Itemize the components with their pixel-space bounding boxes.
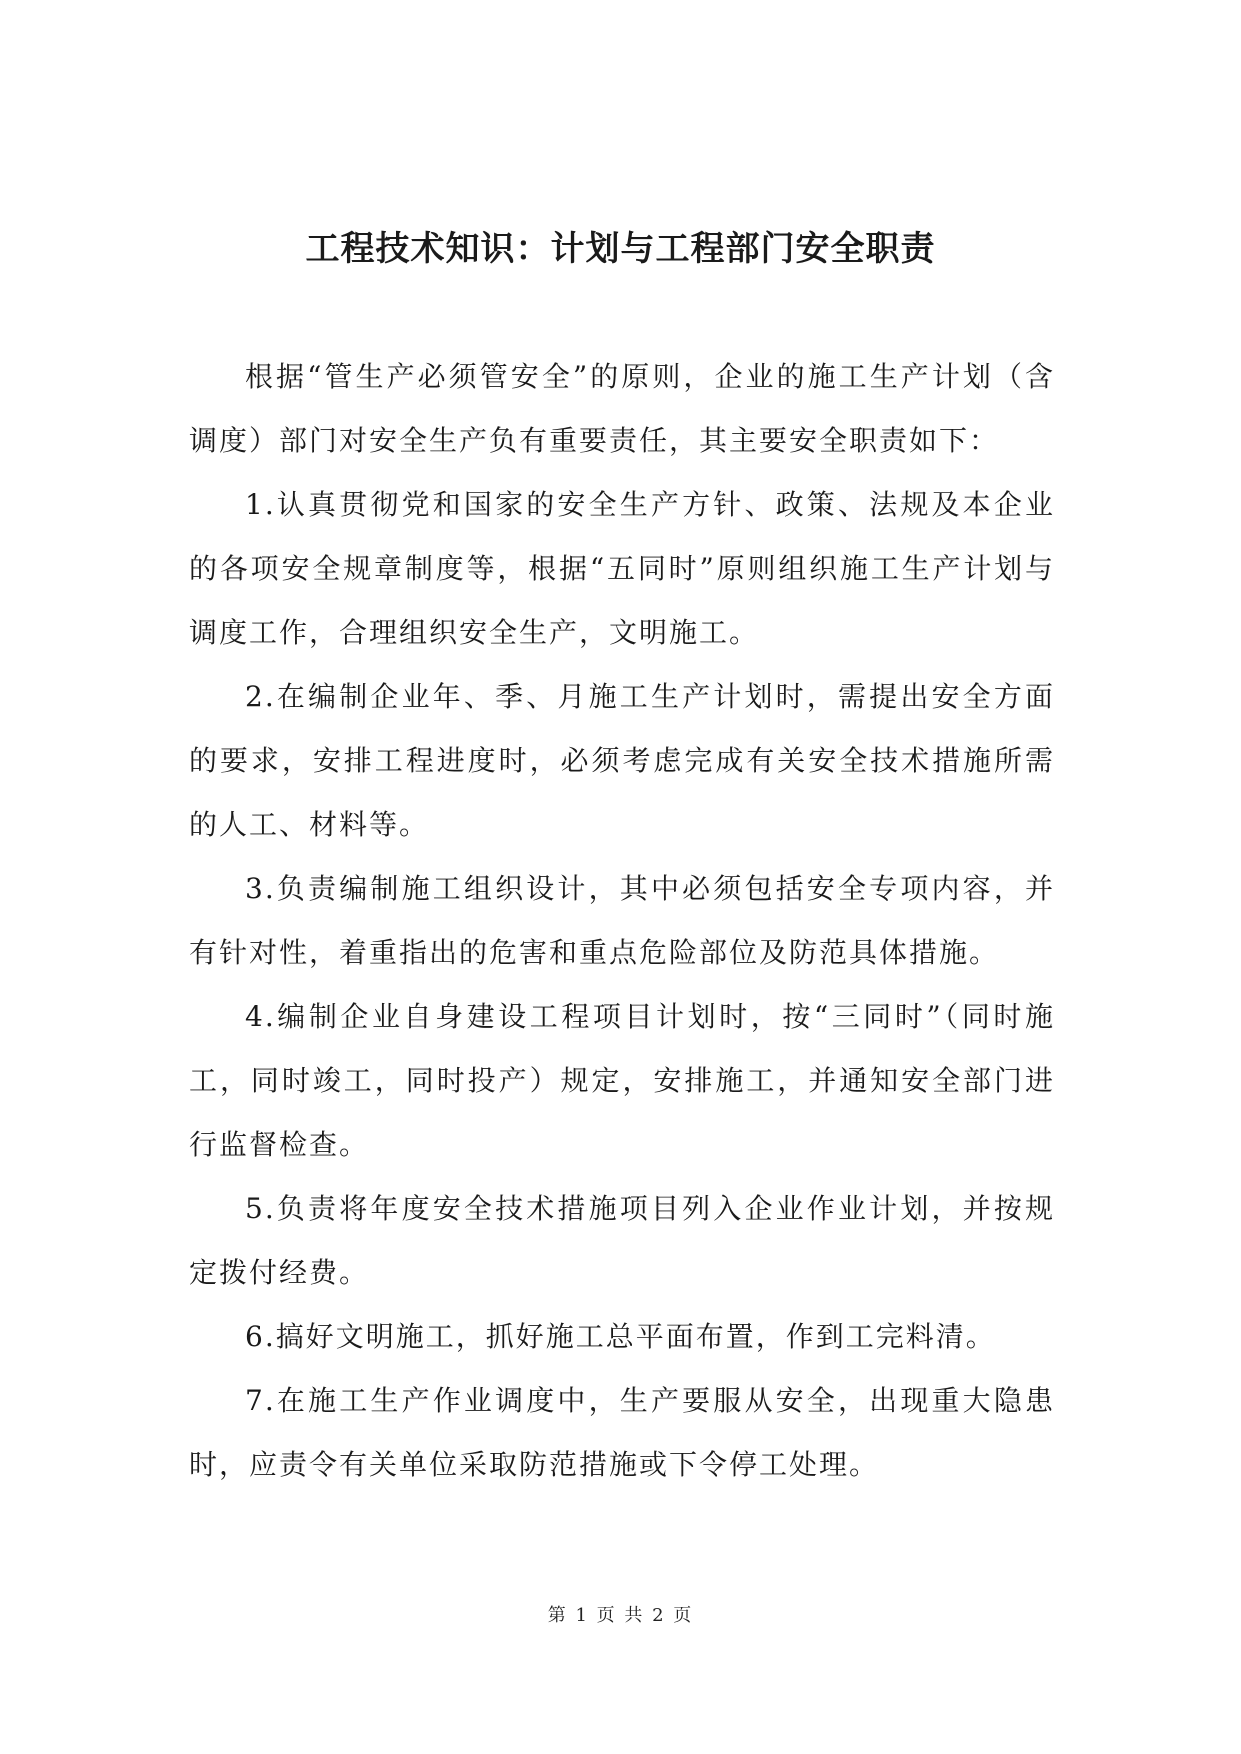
footer-prefix: 第 [547,1605,568,1626]
paragraph-item-1: 1.认真贯彻党和国家的安全生产方针、政策、法规及本企业的各项安全规章制度等，根据“五同时”原则组织施工生产计划与调度工作，合理组织安全生产，文明施工。 [189,488,1055,649]
page-footer [0,1604,1241,1628]
paragraph-item-6: 6.搞好文明施工，抓好施工总平面布置，作到工完料清。 [245,1320,996,1353]
footer-suffix: 页 [673,1605,694,1626]
page-title: 工程技术知识：计划与工程部门安全职责 [305,229,936,269]
paragraph-item-3: 3.负责编制施工组织设计，其中必须包括安全专项内容，并有针对性，着重指出的危害和重点危险部位及防范具体措施。 [189,872,1055,969]
footer-total-pages: 2 [652,1605,666,1626]
document-body [189,345,1055,1497]
paragraph-item-2: 2.在编制企业年、季、月施工生产计划时，需提出安全方面的要求，安排工程进度时，必须考虑完成有关安全技术措施所需的人工、材料等。 [189,680,1055,841]
paragraph-intro: 根据“管生产必须管安全”的原则，企业的施工生产计划（含调度）部门对安全生产负有重要责任，其主要安全职责如下： [189,360,1055,457]
footer-current-page: 1 [575,1605,589,1626]
paragraph-item-7: 7.在施工生产作业调度中，生产要服从安全，出现重大隐患时，应责令有关单位采取防范措施或下令停工处理。 [189,1384,1055,1481]
paragraph-item-4: 4.编制企业自身建设工程项目计划时，按“三同时”（同时施工，同时竣工，同时投产）规定，安排施工，并通知安全部门进行监督检查。 [189,1000,1055,1161]
paragraph-item-5: 5.负责将年度安全技术措施项目列入企业作业计划，并按规定拨付经费。 [189,1192,1055,1289]
footer-middle: 页 共 [596,1605,645,1626]
